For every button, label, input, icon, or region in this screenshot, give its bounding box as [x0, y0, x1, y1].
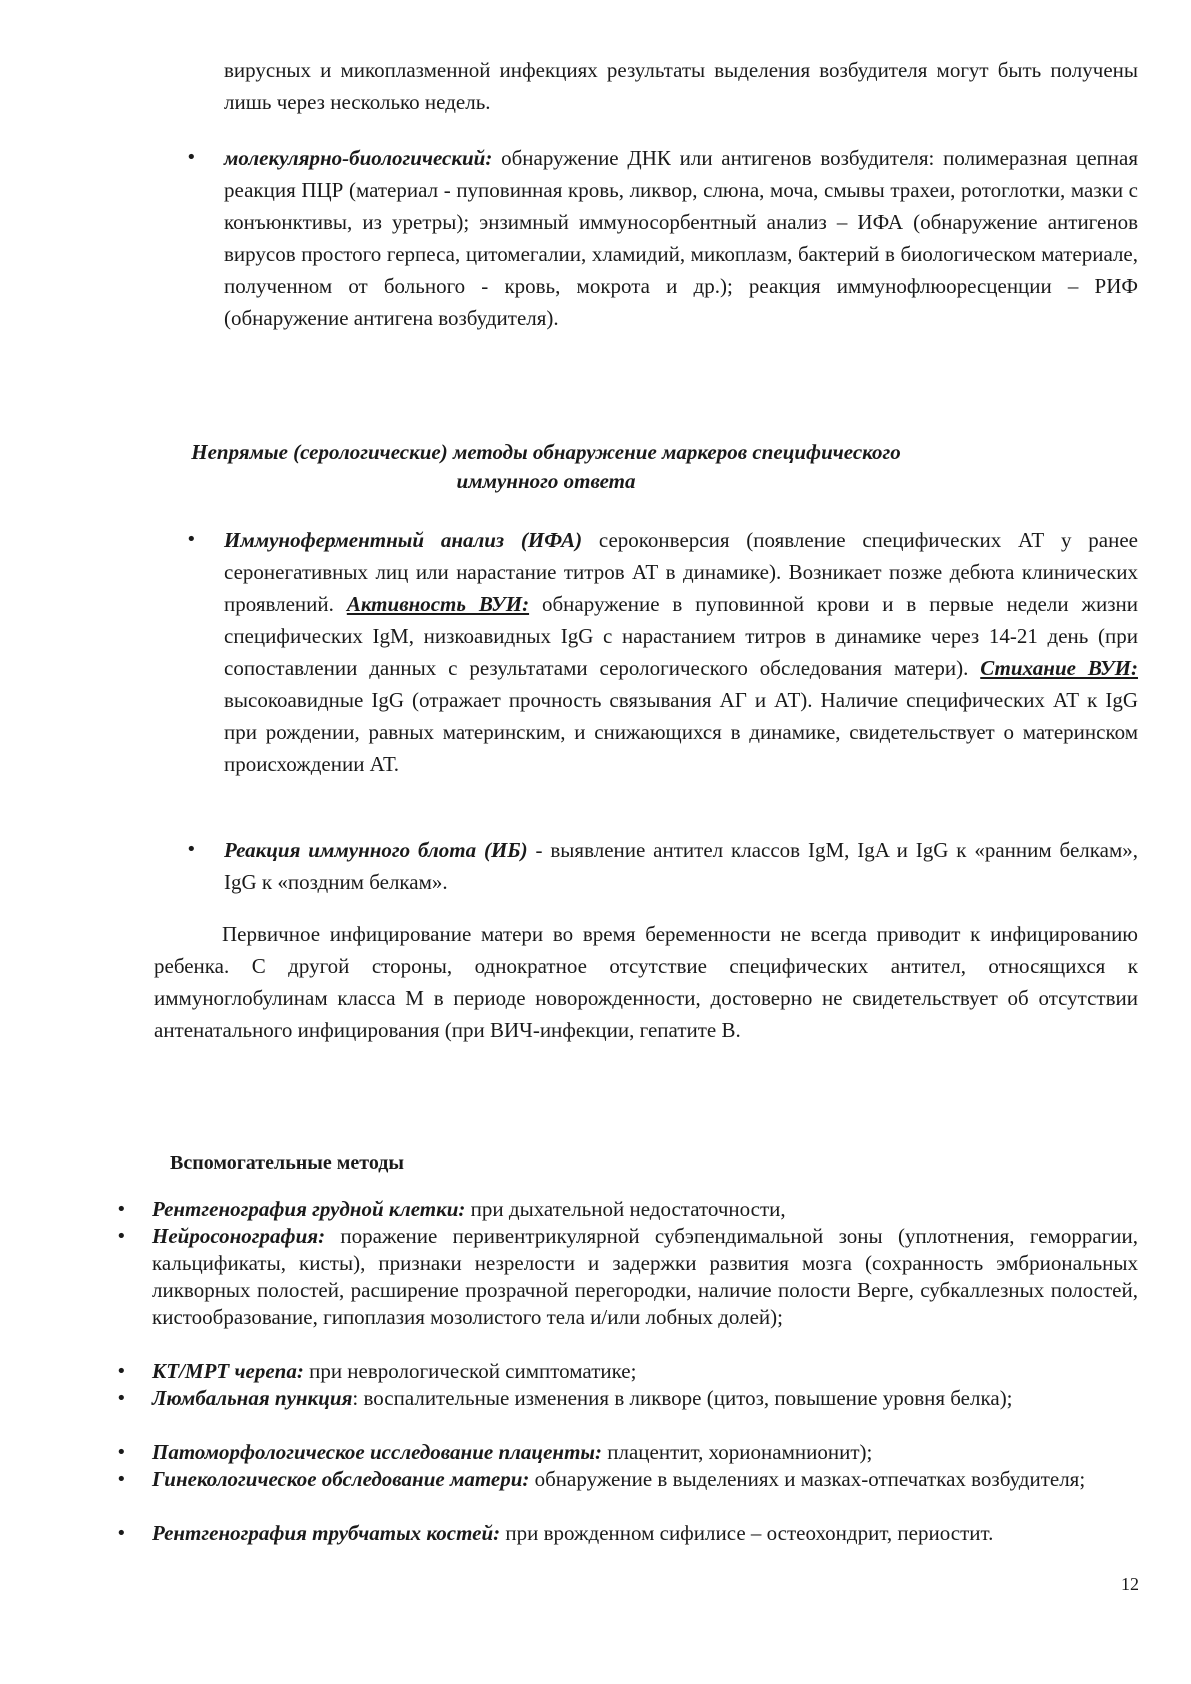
bullet-icon: • — [186, 147, 197, 168]
aux-text: поражение перивентрикулярной субэпендимальной зоны (уплотнения, геморрагии, кальцификаты, кисты), признаки незрелости и задержки развития мозга (сохранность эмбриональных ликворных полостей, расширение прозрачной перегородки, наличие полости Верге, субкаллезных полостей, кистообразование, гипоплазия мозолистого тела и/или лобных долей); — [152, 1224, 1138, 1329]
aux-text: обнаружение в выделениях и мазках-отпечатках возбудителя; — [529, 1467, 1086, 1491]
aux-text: при неврологической симптоматике; — [303, 1359, 637, 1383]
aux-term: Люмбальная пункция — [152, 1386, 353, 1410]
aux-item-xray-chest — [152, 1196, 1138, 1223]
bullet-icon: • — [116, 1361, 127, 1382]
ifa-paragraph — [224, 524, 1138, 780]
aux-text: при дыхательной недостаточности, — [465, 1197, 786, 1221]
molecular-text: обнаружение ДНК или антигенов возбудителя: полимеразная цепная реакция ПЦР (материал - пуповинная кровь, ликвор, слюна, моча, смывы трахеи, ротоглотки, мазки с конъюнктивы, из уретры); энзимный иммуносорбентный анализ – ИФА (обнаружение антигенов вирусов простого герпеса, цитомегалии, хламидий, микоплазм, бактерий в биологическом материале, полученном от больного - кровь, мокрота и др.); реакция иммунофлюоресценции – РИФ (обнаружение антигена возбудителя). — [224, 146, 1138, 330]
ifa-text-3: высокоавидные IgG (отражает прочность связывания АГ и АТ). Наличие специфических АТ к IgG при рождении, равных материнским, и снижающихся в динамике, свидетельствует о материнском происхождении АТ. — [224, 688, 1138, 776]
aux-text: при врожденном сифилисе – остеохондрит, периостит. — [500, 1521, 994, 1545]
aux-item-placenta — [152, 1439, 1138, 1466]
aux-item-gynecology — [152, 1466, 1138, 1493]
ifa-text-1: сероконверсия (появление специфических АТ у ранее серонегативных лиц или нарастание титров АТ в динамике). Возникает позже дебюта клинических проявлений. — [224, 528, 1138, 616]
page-number: 12 — [1121, 1574, 1139, 1594]
intro-paragraph — [224, 54, 1138, 118]
indirect-methods-heading — [130, 438, 962, 496]
subsiding-label: Стихание ВУИ: — [980, 656, 1138, 680]
activity-label: Активность ВУИ: — [346, 592, 530, 616]
molecular-paragraph — [224, 142, 1138, 334]
bullet-icon: • — [116, 1199, 127, 1220]
bullet-icon: • — [116, 1469, 127, 1490]
ifa-text-2: обнаружение в пуповинной крови и в первые недели жизни специфических IgM, низкоавидных IgG с нарастанием титров в динамике через 14-21 день (при сопоставлении данных с результатами серологического обследования матери). — [224, 592, 1139, 680]
bullet-icon: • — [116, 1442, 127, 1463]
primary-infection-text: Первичное инфицирование матери во время беременности не всегда приводит к инфицированию ребенка. С другой стороны, однократное отсутствие специфических антител, относящихся к иммуноглобулинам класса М в периоде новорожденности, достоверно не свидетельствует об отсутствии антенатального инфицирования (при ВИЧ-инфекции, гепатите В. — [154, 922, 1138, 1042]
ifa-term: Иммуноферментный анализ (ИФА) — [224, 528, 583, 552]
aux-term: КТ/МРТ черепа: — [152, 1359, 304, 1383]
molecular-term: молекулярно-биологический: — [224, 146, 493, 170]
bullet-icon: • — [186, 529, 197, 550]
bullet-icon: • — [186, 839, 197, 860]
primary-infection-paragraph — [154, 918, 1138, 1046]
intro-text: вирусных и микоплазменной инфекциях результаты выделения возбудителя могут быть получены лишь через несколько недель. — [224, 58, 1138, 114]
ib-paragraph — [224, 834, 1138, 898]
heading-line-2: иммунного ответа — [456, 469, 636, 493]
aux-term: Гинекологическое обследование матери: — [152, 1467, 530, 1491]
bullet-icon: • — [116, 1523, 127, 1544]
bullet-icon: • — [116, 1388, 127, 1409]
aux-term: Рентгенография грудной клетки: — [152, 1197, 466, 1221]
bullet-icon: • — [116, 1226, 127, 1247]
aux-term: Рентгенография трубчатых костей: — [152, 1521, 501, 1545]
aux-item-neurosonography — [152, 1223, 1138, 1331]
heading-line-1: Непрямые (серологические) методы обнаружение маркеров специфического — [191, 440, 901, 464]
aux-term: Нейросонография: — [152, 1224, 326, 1248]
ib-term: Реакция иммунного блота (ИБ) — [224, 838, 528, 862]
aux-term: Патоморфологическое исследование плаценты: — [152, 1440, 602, 1464]
aux-item-xray-bones — [152, 1520, 1138, 1547]
auxiliary-methods-heading: Вспомогательные методы — [170, 1152, 405, 1174]
aux-text: плацентит, хорионамнионит); — [601, 1440, 873, 1464]
aux-item-ct-mri — [152, 1358, 1138, 1385]
ib-text: - выявление антител классов IgM, IgA и IgG к «ранним белкам», IgG к «поздним белкам». — [224, 838, 1138, 894]
aux-text: : воспалительные изменения в ликворе (цитоз, повышение уровня белка); — [352, 1386, 1013, 1410]
aux-item-lumbar-puncture — [152, 1385, 1138, 1412]
